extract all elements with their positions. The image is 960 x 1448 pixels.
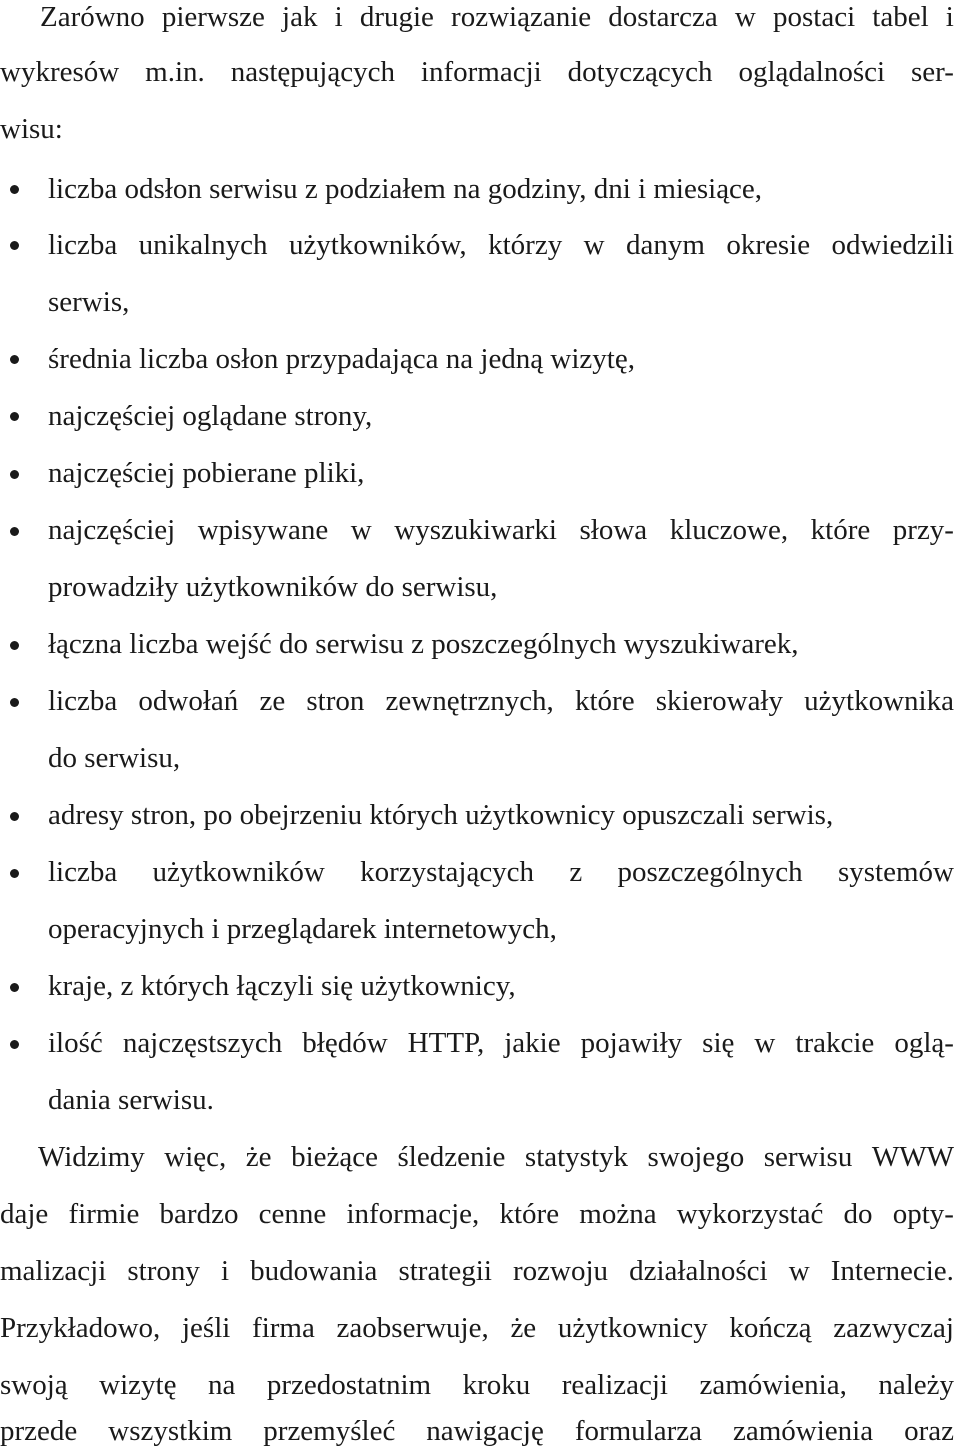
bullet-icon (10, 412, 19, 421)
word: Internecie. (830, 1255, 954, 1287)
word: danym (626, 229, 705, 261)
list-item-text (48, 1026, 954, 1060)
word: się (702, 1027, 735, 1059)
word: następujących (230, 56, 395, 88)
word: daje (0, 1198, 49, 1230)
word: dostarcza (608, 1, 718, 33)
word: trakcie (795, 1027, 875, 1059)
word: wpisywane (197, 514, 329, 546)
word: m.in. (145, 56, 205, 88)
word: jak (282, 1, 318, 33)
word: pojawiły (580, 1027, 683, 1059)
word: w (583, 229, 605, 261)
word: Widzimy (38, 1141, 145, 1173)
bullet-icon (10, 869, 19, 878)
word: jakie (504, 1027, 561, 1059)
conclusion-line (0, 1311, 954, 1345)
word: którzy (488, 229, 563, 261)
word: zamówienia (732, 1415, 874, 1447)
word: informacji (420, 56, 542, 88)
word: działalności (629, 1255, 768, 1287)
intro-line-2 (0, 55, 954, 89)
word: i (334, 1, 343, 33)
list-item-text: adresy stron, po obejrzeniu których użytkownicy opuszczali serwis, (48, 799, 834, 831)
word: dotyczących (567, 56, 713, 88)
word: użytkownicy (557, 1312, 708, 1344)
bullet-icon (10, 241, 19, 250)
word: ser- (911, 56, 954, 88)
word: że (510, 1312, 537, 1344)
word: rozwiązanie (451, 1, 592, 33)
word: wykresów (0, 56, 120, 88)
word: tabel (872, 1, 929, 33)
word: należy (878, 1369, 954, 1401)
conclusion-line (0, 1254, 954, 1288)
word: rozwoju (512, 1255, 609, 1287)
word: oglą- (894, 1027, 954, 1059)
word: kluczowe, (669, 514, 789, 546)
word: stron (306, 685, 365, 717)
word: błędów (302, 1027, 388, 1059)
word: jeśli (181, 1312, 231, 1344)
word: w (734, 1, 756, 33)
word: firma (252, 1312, 315, 1344)
word: przede (0, 1415, 78, 1447)
word: budowania (250, 1255, 378, 1287)
word: swoją (0, 1369, 68, 1401)
word: śledzenie (397, 1141, 506, 1173)
word: kończą (729, 1312, 812, 1344)
intro-line-1 (40, 0, 954, 34)
word: malizacji (0, 1255, 107, 1287)
word: liczba (48, 685, 118, 717)
word: które (499, 1198, 560, 1230)
word: z (569, 856, 583, 888)
word: drugie (359, 1, 434, 33)
word: pierwsze (161, 1, 265, 33)
word: odwołań (138, 685, 239, 717)
word: statystyk (524, 1141, 629, 1173)
word: korzystających (360, 856, 535, 888)
word: że (245, 1141, 272, 1173)
list-item-text (48, 684, 954, 718)
word: HTTP, (407, 1027, 485, 1059)
bullet-icon (10, 983, 19, 992)
word: firmie (68, 1198, 140, 1230)
bullet-icon (10, 812, 19, 821)
word: oraz (904, 1415, 954, 1447)
word: do (843, 1198, 873, 1230)
word: WWW (871, 1141, 954, 1173)
bullet-icon (10, 527, 19, 536)
word: użytkowników, (288, 229, 467, 261)
word: skierowały (655, 685, 783, 717)
word: w (754, 1027, 776, 1059)
word: zaobserwuje, (336, 1312, 489, 1344)
word: unikalnych (138, 229, 268, 261)
word: w (350, 514, 372, 546)
word: poszczególnych (617, 856, 803, 888)
word: ilość (48, 1027, 103, 1059)
list-item-text (48, 855, 954, 889)
list-item-text: do serwisu, (48, 742, 181, 774)
word: i (220, 1255, 230, 1287)
word: można (579, 1198, 657, 1230)
word: które (810, 514, 871, 546)
conclusion-line (0, 1368, 954, 1402)
list-item-text: najczęściej oglądane strony, (48, 400, 373, 432)
word: najczęstszych (122, 1027, 283, 1059)
word: bieżące (291, 1141, 378, 1173)
word: informacje, (346, 1198, 480, 1230)
list-item-text: kraje, z których łączyli się użytkownicy, (48, 970, 516, 1002)
word: użytkownika (804, 685, 954, 717)
list-item-text: łączna liczba wejść do serwisu z poszczególnych wyszukiwarek, (48, 628, 799, 660)
word: przemyśleć (263, 1415, 396, 1447)
conclusion-line (38, 1140, 954, 1174)
word: liczba (48, 856, 118, 888)
word: systemów (837, 856, 954, 888)
word: ze (259, 685, 286, 717)
word: i (945, 1, 954, 33)
word: przy- (892, 514, 954, 546)
word: formularza (574, 1415, 703, 1447)
word: oglądalności (738, 56, 886, 88)
word: wyszukiwarki (394, 514, 557, 546)
bullet-icon (10, 185, 19, 194)
list-item-text: liczba odsłon serwisu z podziałem na godziny, dni i miesiące, (48, 173, 763, 205)
word: najczęściej (48, 514, 176, 546)
word: odwiedzili (831, 229, 954, 261)
conclusion-line (0, 1197, 954, 1231)
word: realizacji (561, 1369, 668, 1401)
list-item-text: średnia liczba osłon przypadająca na jedną wizytę, (48, 343, 635, 375)
word: wykorzystać (676, 1198, 824, 1230)
word: w (788, 1255, 810, 1287)
word: okresie (726, 229, 811, 261)
list-item-text: prowadziły użytkowników do serwisu, (48, 571, 498, 603)
word: użytkowników (152, 856, 325, 888)
word: postaci (773, 1, 856, 33)
word: Przykładowo, (0, 1312, 161, 1344)
word: swojego (647, 1141, 745, 1173)
list-item-text (48, 513, 954, 547)
list-item-text: dania serwisu. (48, 1084, 214, 1116)
list-item-text: serwis, (48, 286, 130, 318)
intro-line-3: wisu: (0, 113, 63, 145)
word: na (207, 1369, 236, 1401)
word: nawigację (426, 1415, 544, 1447)
word: zewnętrznych, (385, 685, 554, 717)
word: cenne (258, 1198, 327, 1230)
word: słowa (579, 514, 648, 546)
bullet-icon (10, 698, 19, 707)
word: strony (127, 1255, 200, 1287)
word: przedostatnim (266, 1369, 432, 1401)
word: Zarówno (40, 1, 145, 33)
word: zazwyczaj (833, 1312, 954, 1344)
word: liczba (48, 229, 118, 261)
bullet-icon (10, 1040, 19, 1049)
conclusion-line (0, 1414, 954, 1448)
word: opty- (892, 1198, 954, 1230)
list-item-text (48, 228, 954, 262)
word: wizytę (99, 1369, 177, 1401)
word: bardzo (159, 1198, 239, 1230)
list-item-text: operacyjnych i przeglądarek internetowych, (48, 913, 557, 945)
word: serwisu (763, 1141, 853, 1173)
word: więc, (164, 1141, 227, 1173)
bullet-icon (10, 470, 19, 479)
word: wszystkim (108, 1415, 233, 1447)
list-item-text: najczęściej pobierane pliki, (48, 457, 365, 489)
word: kroku (462, 1369, 531, 1401)
word: które (574, 685, 635, 717)
bullet-icon (10, 641, 19, 650)
bullet-icon (10, 355, 19, 364)
word: strategii (398, 1255, 492, 1287)
word: zamówienia, (699, 1369, 847, 1401)
